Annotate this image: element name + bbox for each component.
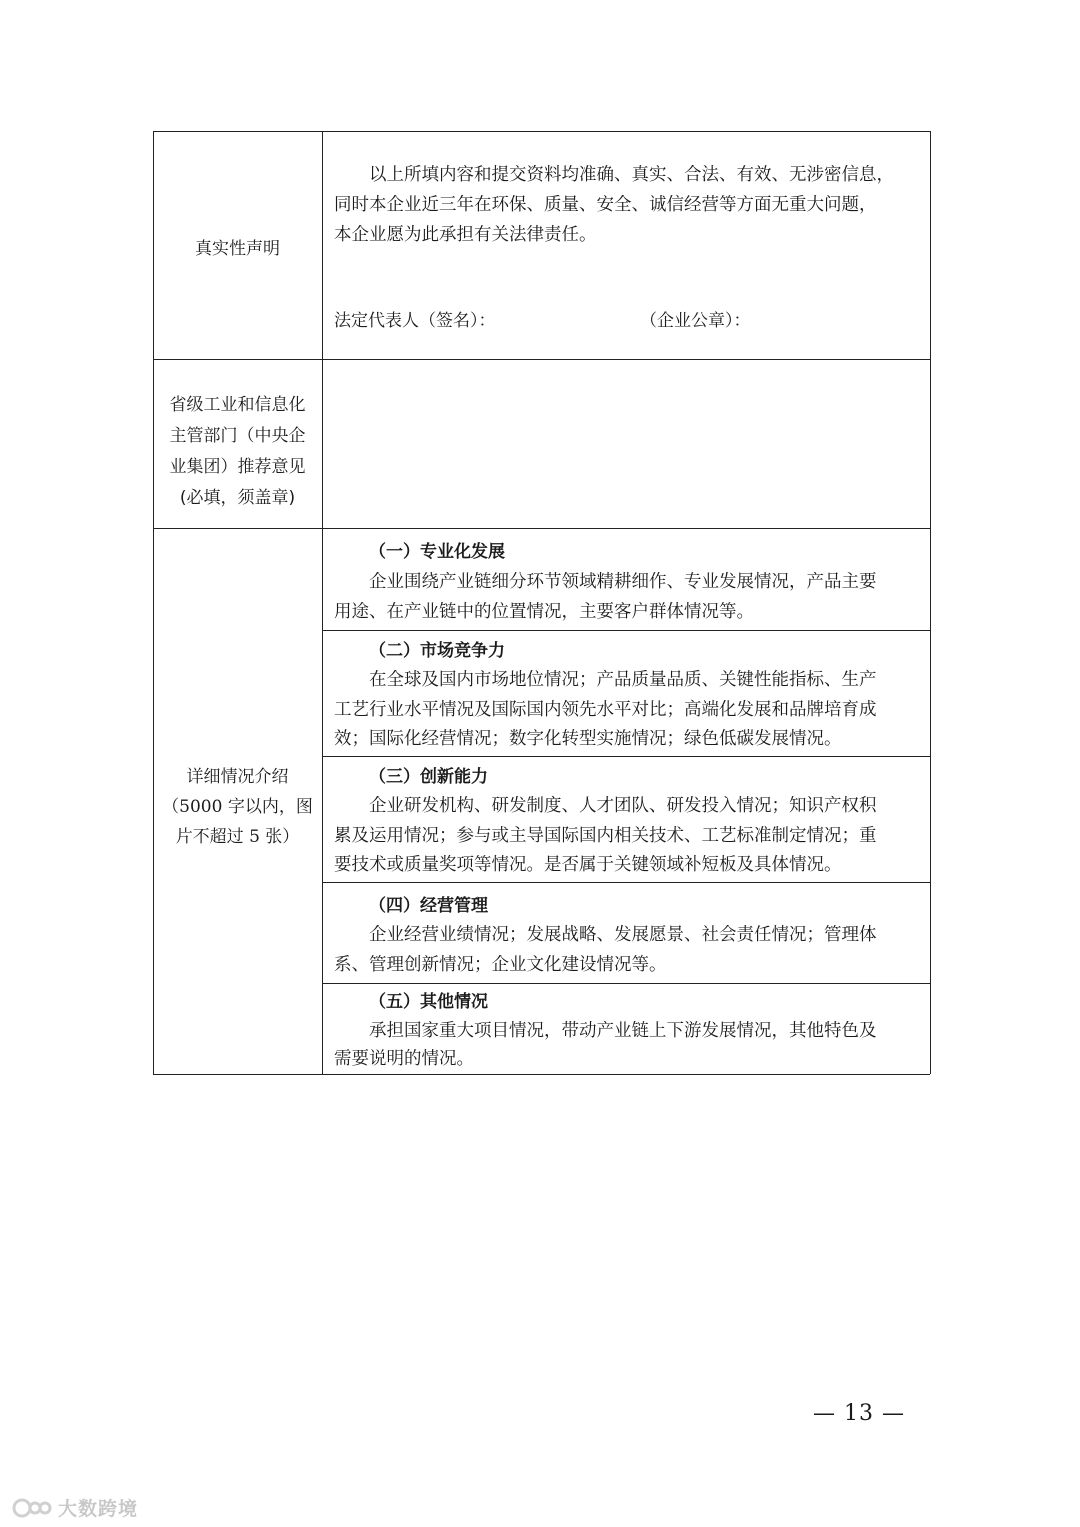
section-line: 效；国际化经营情况；数字化转型实施情况；绿色低碳发展情况。 [334,729,842,749]
watermark-text: 大数跨境 [58,1498,139,1520]
section-line: 工艺行业水平情况及国际国内领先水平对比；高端化发展和品牌培育成 [334,700,877,720]
recommendation-input-area[interactable] [323,360,929,527]
section-divider [322,756,930,757]
declaration-line-3: 本企业愿为此承担有关法律责任。 [334,225,597,245]
section-title: （一）专业化发展 [369,542,505,562]
recommendation-label-line: (必填，须盖章) [179,488,296,508]
application-form-table [153,131,930,1074]
section-line: 要技术或质量奖项等情况。是否属于关键领域补短板及具体情况。 [334,855,842,875]
logo-icon [10,1496,52,1520]
section-line: 系、管理创新情况；企业文化建设情况等。 [334,955,667,975]
section-line: 企业研发机构、研发制度、人才团队、研发投入情况；知识产权积 [369,796,877,816]
section-title: （四）经营管理 [369,896,488,916]
section-line: 企业经营业绩情况；发展战略、发展愿景、社会责任情况；管理体 [369,925,877,945]
details-label-line: （5000 字以内，图 [162,797,313,817]
column-divider [322,131,323,1074]
section-line: 企业围绕产业链细分环节领域精耕细作、专业发展情况，产品主要 [369,572,877,592]
section-title: （二）市场竞争力 [369,641,505,661]
recommendation-label-line: 主管部门（中央企 [169,426,306,446]
declaration-label: 真实性声明 [195,239,280,259]
row-divider [153,528,930,529]
table-bottom-border [153,1074,930,1075]
section-line: 用途、在产业链中的位置情况，主要客户群体情况等。 [334,602,754,622]
signature-field[interactable]: 法定代表人（签名）： [334,311,496,331]
section-line: 累及运用情况；参与或主导国际国内相关技术、工艺标准制定情况；重 [334,826,877,846]
section-divider [322,630,930,631]
table-right-border [930,131,931,1074]
details-label-line: 详细情况介绍 [186,767,289,787]
page-number: — 13 — [813,1401,905,1426]
section-title: （五）其他情况 [369,992,488,1012]
company-seal-field[interactable]: （企业公章）： [640,311,751,331]
section-line: 需要说明的情况。 [334,1049,474,1069]
declaration-line-1: 以上所填内容和提交资料均准确、真实、合法、有效、无涉密信息， [369,165,894,185]
details-label-line: 片不超过 5 张） [175,827,300,847]
section-line: 承担国家重大项目情况，带动产业链上下游发展情况，其他特色及 [369,1021,877,1041]
table-top-border [153,131,930,132]
declaration-line-2: 同时本企业近三年在环保、质量、安全、诚信经营等方面无重大问题， [334,195,877,215]
section-divider [322,882,930,883]
section-title: （三）创新能力 [369,767,488,787]
recommendation-label-line: 业集团）推荐意见 [169,457,306,477]
section-divider [322,983,930,984]
watermark [10,1494,138,1521]
table-left-border [153,131,154,1074]
section-line: 在全球及国内市场地位情况；产品质量品质、关键性能指标、生产 [369,670,877,690]
recommendation-label-line: 省级工业和信息化 [169,395,306,415]
